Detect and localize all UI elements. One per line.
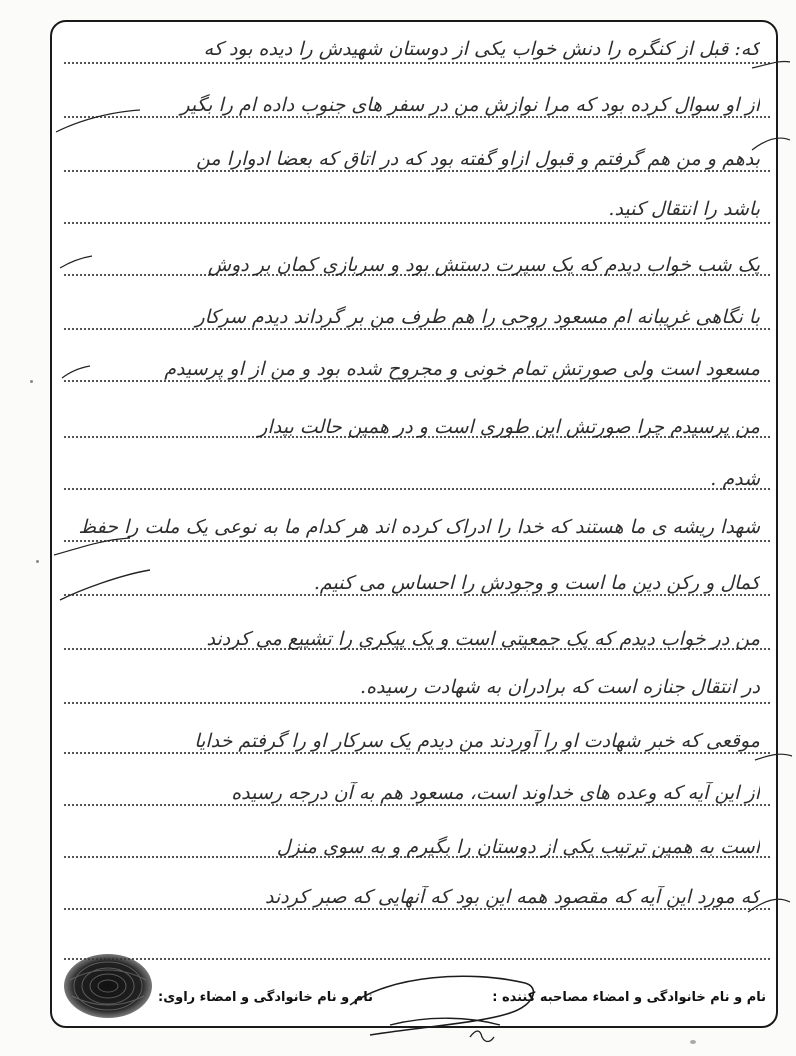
text-line-7: مسعود است ولی صورتش تمام خونی و مجروح شده بود و من از او پرسیدم — [164, 358, 760, 380]
text-line-8: من پرسیدم چرا صورتش این طوری است و در همین حالت بیدار — [258, 416, 760, 438]
handwritten-text-area — [70, 0, 760, 960]
narrator-label: نام و نام خانوادگی و امضاء راوی: — [158, 990, 373, 1005]
text-line-6: با نگاهی غریبانه ام مسعود روحی را هم طرف من بر گرداند دیدم سرکار — [195, 306, 760, 328]
text-line-1: که: قبل از کنگره را دنش خواب یکی از دوستان شهیدش را دیده بود که — [203, 38, 760, 60]
interviewer-label: نام و نام خانوادگی و امضاء مصاحبه کننده : — [492, 990, 766, 1005]
text-line-15: از این آیه که وعده های خداوند است، مسعود هم به آن درجه رسیده — [231, 782, 760, 804]
fingerprint-icon — [60, 950, 156, 1022]
scan-speck — [30, 380, 33, 383]
text-line-12: من در خواب دیدم که یک جمعیتی است و یک پیکری را تشییع می کردند — [206, 628, 760, 650]
signature-icon — [330, 965, 550, 1055]
text-line-11: کمال و رکن دین ما است و وجودش را احساس می کنیم. — [313, 572, 760, 594]
text-line-2: از او سوال کرده بود که مرا نوازش من در سفر های جنوب داده ام را بگیر — [180, 94, 760, 116]
text-line-4: باشد را انتقال کنید. — [608, 198, 760, 220]
text-line-5: یک شب خواب دیدم که یک سیرت دستش بود و سربازی کمان بر دوش — [207, 254, 760, 276]
text-line-16: است به همین ترتیب یکی از دوستان را بگیرم و به سوی منزل — [276, 836, 760, 858]
scan-speck — [36, 560, 39, 563]
scan-speck — [690, 1040, 696, 1044]
text-line-3: بدهم و من هم گرفتم و قبول ازاو گفته بود که در اتاق که بعضا ادوارا من — [196, 148, 760, 170]
text-line-14: موقعی که خبر شهادت او را آوردند من دیدم یک سرکار او را گرفتم خدایا — [194, 730, 760, 752]
text-line-9: شدم . — [710, 468, 760, 490]
text-line-17: که مورد این آیه که مقصود همه این بود که آنهایی که صبر کردند — [264, 886, 760, 908]
text-line-13: در انتقال جنازه است که برادران به شهادت رسیده. — [360, 676, 760, 698]
text-line-10: شهدا ریشه ی ما هستند که خدا را ادراک کرده اند هر کدام ما به نوعی یک ملت را حفظ — [78, 516, 760, 538]
